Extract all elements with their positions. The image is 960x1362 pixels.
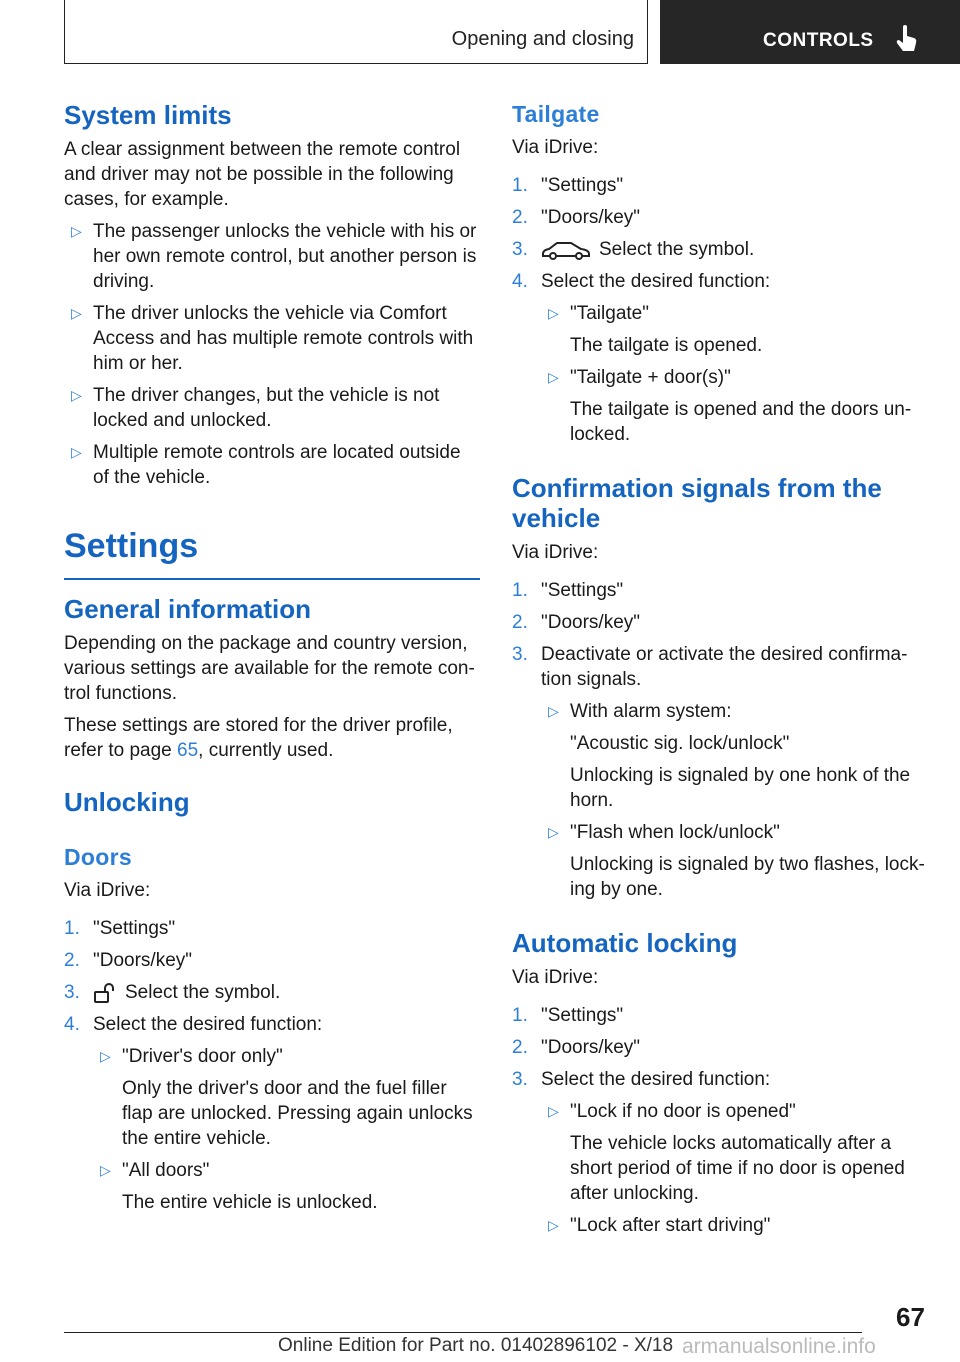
- list-item: ▷ "Flash when lock/unlock": [548, 822, 780, 843]
- option-description: Unlocking is signaled by one honk of the horn.: [570, 765, 911, 811]
- page-number: 67: [896, 1302, 925, 1332]
- option-list: [512, 301, 928, 447]
- car-icon: [541, 240, 591, 260]
- option-description: The tailgate is opened.: [570, 335, 763, 356]
- list-item: ▷ "Tailgate": [548, 303, 649, 324]
- step-item: 2. "Doors/key": [512, 207, 641, 228]
- step-item: 1. "Settings": [512, 175, 624, 196]
- step-item: 2. "Doors/key": [64, 950, 193, 971]
- option-list: [512, 699, 928, 902]
- doors-heading: Doors: [64, 844, 132, 870]
- step-item: 4. Select the desired function:: [64, 1014, 323, 1035]
- list-item: ▷ The driver changes, but the vehicle is not locked and unlocked.: [71, 385, 440, 431]
- step-item: 2. "Doors/key": [512, 612, 641, 633]
- settings-heading: Settings: [64, 524, 480, 580]
- option-description: The entire vehicle is unlocked.: [122, 1192, 378, 1213]
- header-chapter-title: CONTROLS: [763, 30, 874, 51]
- system-limits-heading: System limits: [64, 100, 232, 130]
- step-item: 1. "Settings": [512, 580, 624, 601]
- step-item: 1. "Settings": [64, 918, 176, 939]
- bullet-icon: ▷: [100, 1162, 111, 1178]
- option-description: Only the driver's door and the fuel filler flap are unlocked. Pressing again unlocks the entire vehicle.: [122, 1078, 473, 1149]
- step-item: 2. "Doors/key": [512, 1037, 641, 1058]
- step-item: 3. Select the symbol.: [512, 239, 755, 260]
- left-column: [64, 100, 480, 1215]
- list-item: ▷ "Lock if no door is opened": [548, 1101, 796, 1122]
- list-item: ▷ "Driver's door only": [100, 1046, 283, 1067]
- list-item: ▷ "All doors": [100, 1160, 210, 1181]
- bullet-icon: ▷: [548, 1217, 559, 1233]
- step-item: 4. Select the desired function:: [512, 271, 771, 292]
- general-information-heading: General information: [64, 594, 312, 624]
- step-item: 3. Select the symbol.: [64, 982, 281, 1003]
- pointing-hand-icon: [895, 24, 919, 54]
- driver-profile-paragraph: These settings are stored for the driver profile, refer to page 65, currently used.: [64, 715, 453, 761]
- list-item: ▷ The passenger unlocks the vehicle with his or her own remote control, but another person is driving.: [71, 221, 477, 292]
- footer-divider: [64, 1332, 862, 1333]
- list-item: ▷ The driver unlocks the vehicle via Comfort Access and has multiple remote controls with him or her.: [71, 303, 474, 374]
- bullet-icon: ▷: [71, 223, 82, 239]
- header-section-title: Opening and closing: [451, 28, 634, 50]
- bullet-icon: ▷: [100, 1048, 111, 1064]
- right-column: [512, 100, 928, 1238]
- list-item: ▷ "Tailgate + door(s)": [548, 367, 731, 388]
- header-chapter-box: [660, 0, 960, 64]
- general-information-paragraph: Depending on the package and country version, various settings are available for the remote con‐trol functions.: [64, 633, 475, 704]
- watermark-text: armanualsonline.info: [682, 1335, 876, 1358]
- bullet-icon: ▷: [548, 703, 559, 719]
- step-item: 1. "Settings": [512, 1005, 624, 1026]
- confirmation-signals-heading: Confirmation signals from the vehicle: [512, 473, 882, 533]
- option-list: [512, 1099, 928, 1238]
- bullet-icon: ▷: [71, 444, 82, 460]
- via-idrive-label: Via iDrive:: [64, 880, 151, 901]
- page-reference-link[interactable]: 65: [177, 740, 199, 761]
- tailgate-heading: Tailgate: [512, 101, 600, 127]
- option-description: Unlocking is signaled by two flashes, lock‐ing by one.: [570, 854, 925, 900]
- system-limits-intro: A clear assignment between the remote control and driver may not be possible in the following cases, for example.: [64, 139, 461, 210]
- step-item: 3. Deactivate or activate the desired confirma‐tion signals.: [512, 644, 908, 690]
- list-item: ▷ "Lock after start driving": [548, 1215, 771, 1236]
- option-description: The tailgate is opened and the doors un‐locked.: [570, 399, 912, 445]
- bullet-icon: ▷: [548, 369, 559, 385]
- option-description: "Acoustic sig. lock/unlock": [570, 733, 790, 754]
- bullet-icon: ▷: [71, 387, 82, 403]
- bullet-icon: ▷: [548, 1103, 559, 1119]
- via-idrive-label: Via iDrive:: [512, 137, 599, 158]
- option-description: The vehicle locks automatically after a short period of time if no door is opened after unlocking.: [570, 1133, 905, 1204]
- list-item: ▷ Multiple remote controls are located outside of the vehicle.: [71, 442, 461, 488]
- automatic-locking-heading: Automatic locking: [512, 928, 738, 958]
- edition-text: Online Edition for Part no. 01402896102 - X/18: [278, 1335, 674, 1356]
- step-item: 3. Select the desired function:: [512, 1069, 771, 1090]
- option-list: [64, 1044, 480, 1215]
- bullet-icon: ▷: [71, 305, 82, 321]
- via-idrive-label: Via iDrive:: [512, 542, 599, 563]
- bullet-icon: ▷: [548, 824, 559, 840]
- list-item: ▷ With alarm system:: [548, 701, 732, 722]
- header-section-box: [64, 0, 648, 64]
- via-idrive-label: Via iDrive:: [512, 967, 599, 988]
- unlocking-heading: Unlocking: [64, 787, 190, 817]
- unlock-icon: [93, 983, 117, 1003]
- bullet-icon: ▷: [548, 305, 559, 321]
